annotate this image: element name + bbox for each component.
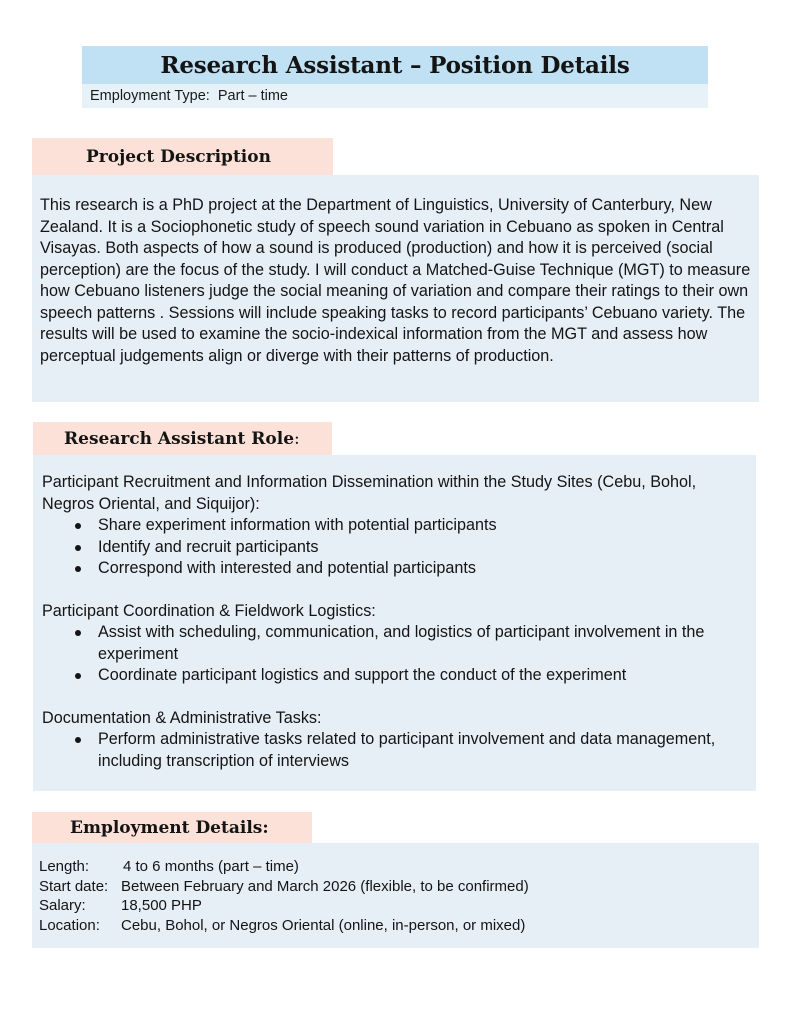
page-title [82, 46, 708, 84]
list-item: Correspond with interested and potential participants [42, 558, 748, 580]
list-item: Perform administrative tasks related to participant involvement and data management, including transcription of interviews [42, 729, 748, 772]
section-heading-text: Research Assistant Role [64, 428, 295, 449]
section-heading-text: Project Description [86, 146, 271, 167]
role-group [42, 708, 748, 773]
role-group-label: Participant Recruitment and Information Dissemination within the Study Sites (Cebu, Bohol, Negros Oriental, and Siquijor): [42, 473, 697, 513]
section-heading-role [33, 422, 332, 455]
list-item: Assist with scheduling, communication, and logistics of participant involvement in the experiment [42, 622, 748, 665]
detail-row-location [39, 916, 751, 936]
employment-details-panel [32, 843, 759, 948]
section-heading-suffix: : [294, 428, 300, 449]
project-description-panel [32, 175, 759, 402]
detail-label: Salary: [39, 897, 86, 914]
bullet-list [42, 729, 748, 772]
section-heading-text: Employment Details: [70, 817, 269, 838]
detail-label: Start date: [39, 877, 109, 895]
role-group [42, 601, 748, 687]
list-item: Share experiment information with potential participants [42, 515, 748, 537]
detail-value: 18,500 PHP [121, 897, 202, 914]
detail-label: Location: [39, 916, 100, 934]
project-description-text: This research is a PhD project at the Department of Linguistics, University of Canterbury, New Zealand. It is a Sociophonetic study of speech sound variation in Cebuano as spoken in Central Visayas. Both aspects of how a sound is produced (production) and how it is perceived (social perception) are the focus of the study. I will conduct a Matched-Guise Technique (MGT) to measure how Cebuano listeners judge the social meaning of variation and compare their ratings to their own speech patterns . Sessions will include speaking tasks to record participants’ Cebuano variety. The results will be used to examine the socio-indexical information from the MGT and assess how perceptual judgements align or diverge with their patterns of production. [40, 196, 751, 365]
section-heading-employment-details [32, 812, 312, 843]
section-heading-project-description [32, 138, 333, 175]
detail-row-length [39, 857, 751, 877]
detail-value: Between February and March 2026 (flexible, to be confirmed) [121, 877, 529, 895]
bullet-list [42, 622, 748, 687]
detail-value: Cebu, Bohol, or Negros Oriental (online, in-person, or mixed) [121, 916, 526, 934]
role-group [42, 472, 748, 580]
employment-type-label: Employment Type: [90, 88, 210, 104]
role-group-label: Documentation & Administrative Tasks: [42, 708, 322, 727]
bullet-list [42, 515, 748, 580]
list-item: Identify and recruit participants [42, 537, 748, 559]
employment-type-value: Part – time [217, 88, 288, 104]
detail-row-start-date [39, 877, 751, 897]
detail-label: Length: [39, 858, 90, 875]
detail-row-salary [39, 896, 751, 916]
list-item: Coordinate participant logistics and support the conduct of the experiment [42, 665, 748, 687]
role-group-label: Participant Coordination & Fieldwork Logistics: [42, 601, 376, 620]
detail-value: 4 to 6 months (part – time) [123, 858, 299, 875]
page-title-text: Research Assistant – Position Details [160, 51, 630, 79]
employment-type [82, 84, 708, 108]
role-panel [33, 455, 756, 791]
